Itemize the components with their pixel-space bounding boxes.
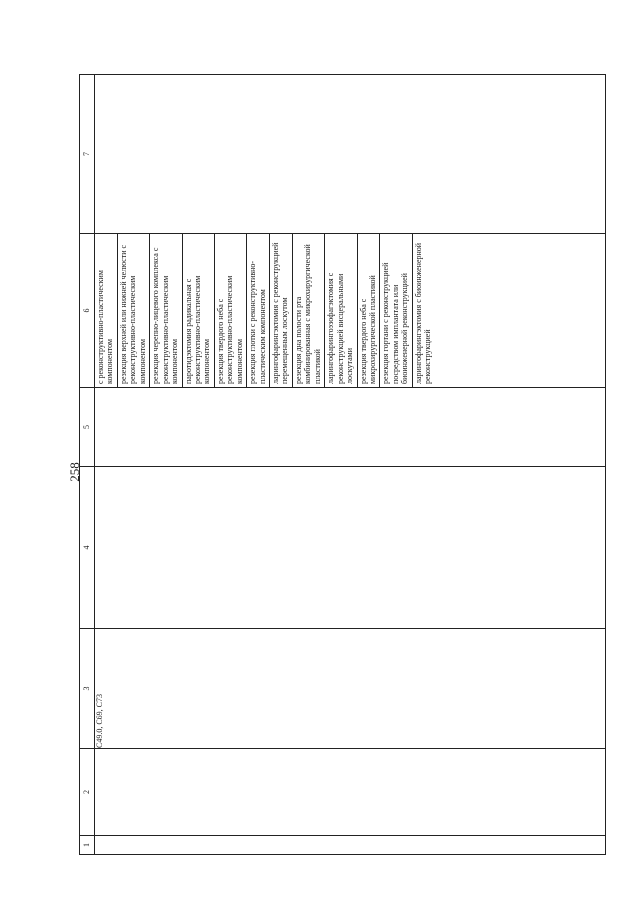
table-cell-col7 bbox=[95, 75, 606, 234]
document-table-area bbox=[79, 75, 606, 855]
column-header: 1 bbox=[80, 836, 95, 855]
diagnosis-codes: C49.0, C69, C73 bbox=[95, 693, 104, 748]
column-header: 3 bbox=[80, 629, 95, 749]
table-cell-col2 bbox=[95, 749, 606, 836]
column-header: 7 bbox=[80, 75, 95, 234]
procedure-item: резекция гортани с реконструкцией посредством имплантата или биоинженерной реконструкцией bbox=[380, 234, 412, 387]
table-cell-col5 bbox=[95, 388, 606, 467]
procedure-item: ларингофарингэктомия с биоинженерной реконструкцией bbox=[413, 242, 433, 384]
procedure-item: резекция дна полости рта комбинированная с микрохирургической пластикой bbox=[293, 234, 325, 387]
column-header: 4 bbox=[80, 467, 95, 629]
rotated-table-container bbox=[79, 75, 606, 855]
procedure-item: с реконструктивно-пластическим компонентом bbox=[95, 234, 118, 387]
procedure-item: резекция глотки с реконструктивно-пластическим компонентом bbox=[247, 234, 270, 387]
column-header: 6 bbox=[80, 234, 95, 388]
procedures-table bbox=[79, 74, 606, 855]
column-header: 2 bbox=[80, 749, 95, 836]
table-cell-col6 bbox=[95, 234, 606, 388]
procedure-item: резекция черепно-лицевого комплекса с реконструктивно-пластическим компонентом bbox=[150, 234, 182, 387]
table-row bbox=[95, 75, 606, 855]
table-cell-col4 bbox=[95, 467, 606, 629]
procedure-item: резекция твердого неба с микрохирургической пластикой bbox=[358, 234, 381, 387]
table-header-row bbox=[80, 75, 95, 855]
procedure-item: ларингофарингэктомия с реконструкцией перемещенным лоскутом bbox=[270, 234, 293, 387]
page-number: 258 bbox=[67, 462, 82, 482]
procedure-item: резекция верхней или нижней челюсти с реконструктивно-пластическим компонентом bbox=[118, 234, 150, 387]
table-cell-col1 bbox=[95, 836, 606, 855]
table-cell-col3 bbox=[95, 629, 606, 749]
procedure-item: ларингофарингоэзофагэктомия с реконструкцией висцеральными лоскутами bbox=[325, 234, 357, 387]
column-header: 5 bbox=[80, 388, 95, 467]
procedure-list bbox=[95, 234, 435, 387]
procedure-item: паротидэктомия радикальная с реконструктивно-пластическим компонентом bbox=[183, 234, 215, 387]
procedure-item: резекция твердого неба с реконструктивно-пластическим компонентом bbox=[215, 234, 247, 387]
